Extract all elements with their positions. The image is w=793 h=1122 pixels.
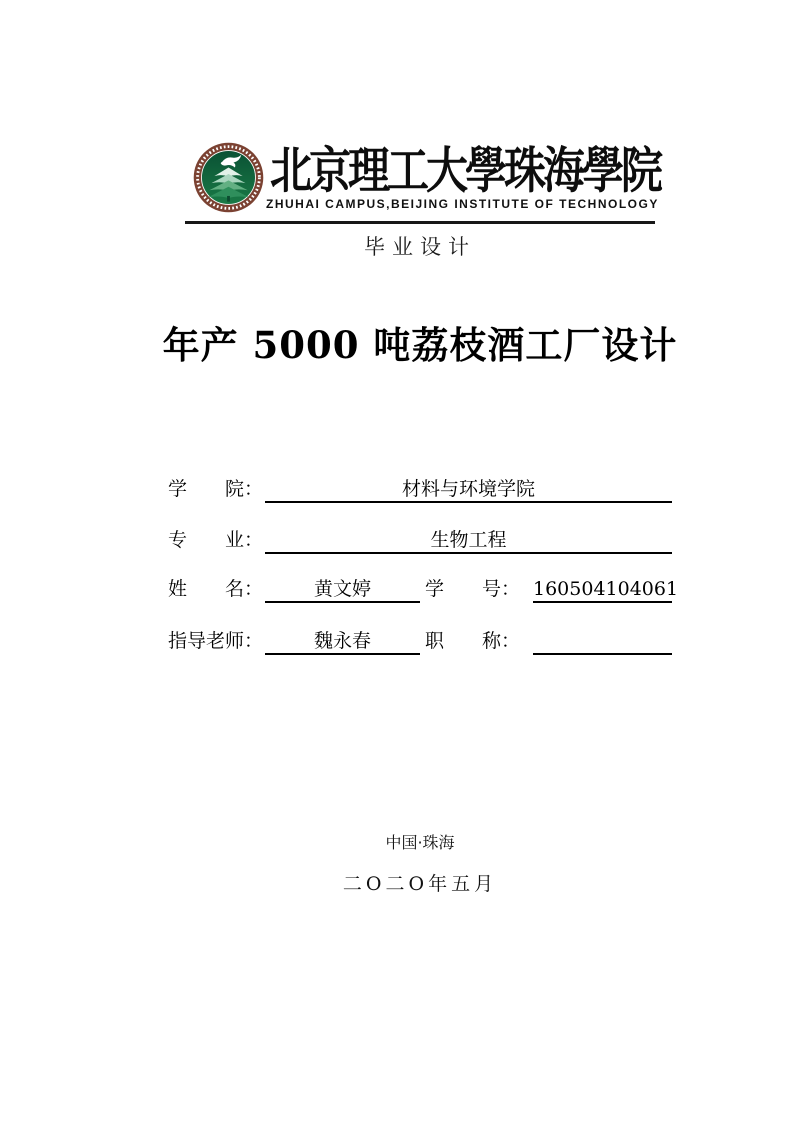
professional-title-value bbox=[533, 628, 672, 655]
university-name-english: ZHUHAI CAMPUS,BEIJING INSTITUTE OF TECHNOLOGY bbox=[266, 197, 659, 211]
thesis-title: 年产 5000 吨荔枝酒工厂设计 bbox=[162, 323, 678, 367]
form-row-name-id bbox=[168, 576, 679, 603]
student-name-value: 黄文婷 bbox=[265, 576, 420, 603]
student-id-value: 160504104061 bbox=[533, 576, 672, 603]
major-value: 生物工程 bbox=[265, 527, 672, 554]
form-row-college bbox=[168, 476, 672, 503]
student-id-label: 学 号： bbox=[425, 578, 521, 600]
location-text: 中国·珠海 bbox=[385, 833, 455, 852]
advisor-value: 魏永春 bbox=[265, 628, 420, 655]
student-name-label: 姓 名： bbox=[168, 578, 264, 600]
university-seal-icon bbox=[193, 142, 264, 213]
major-label: 专 业： bbox=[168, 529, 264, 551]
university-name-chinese: 北京理工大學珠海學院 bbox=[270, 141, 661, 200]
header-divider-line bbox=[185, 221, 655, 224]
college-label: 学 院： bbox=[168, 478, 264, 500]
document-type-label: 毕业设计 bbox=[364, 235, 476, 259]
college-value: 材料与环境学院 bbox=[265, 476, 672, 503]
form-row-major bbox=[168, 527, 672, 554]
advisor-label: 指导老师： bbox=[168, 630, 264, 652]
date-text: 二O二O年五月 bbox=[342, 873, 498, 895]
form-row-advisor-title bbox=[168, 628, 672, 655]
tree-trunk bbox=[227, 196, 230, 202]
professional-title-label: 职 称： bbox=[425, 630, 521, 652]
